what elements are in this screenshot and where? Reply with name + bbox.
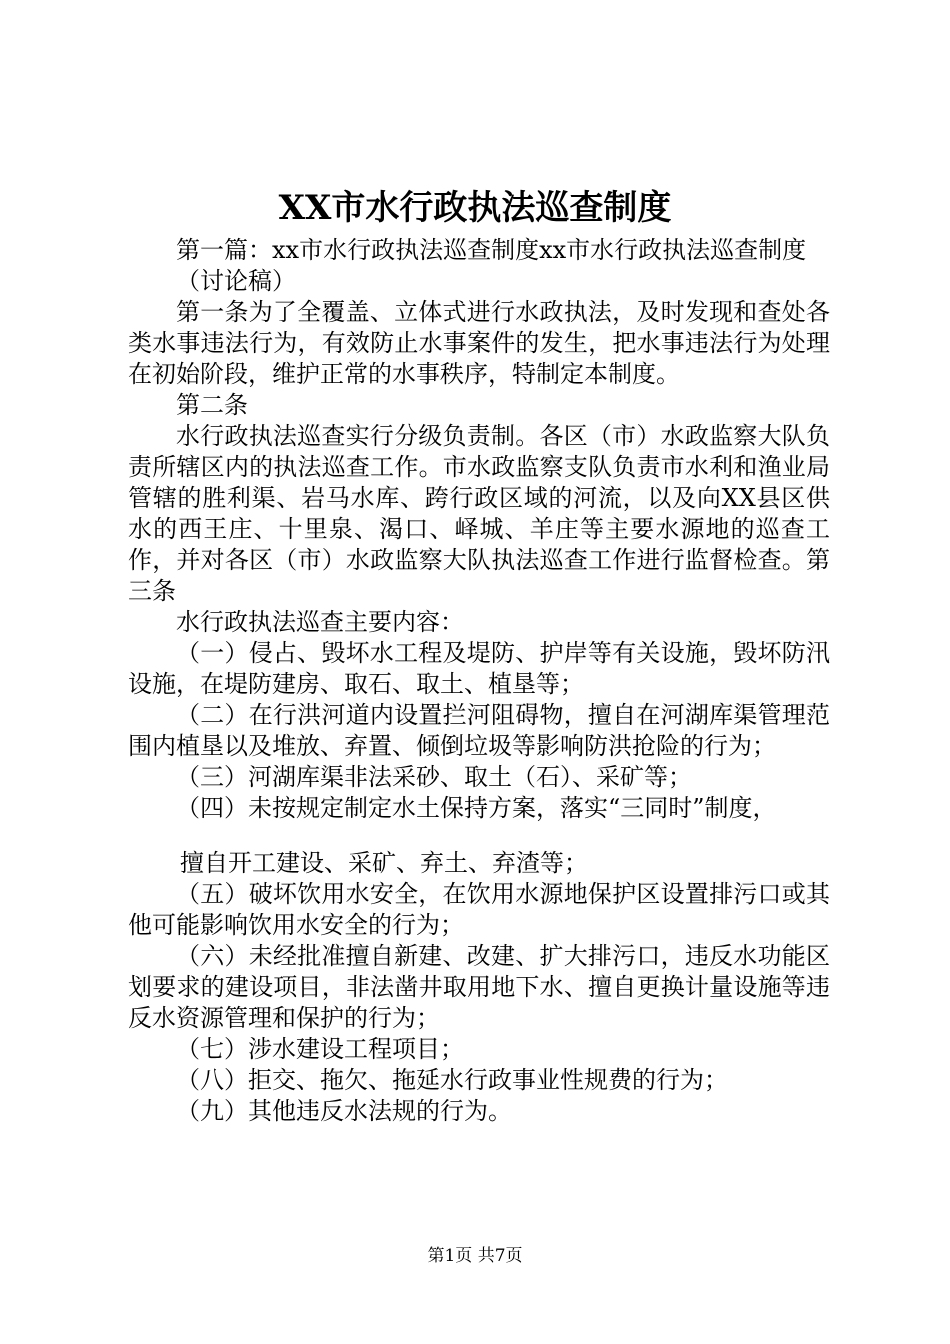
list-item-3: （三）河湖库渠非法采砂、取土（石）、采矿等； <box>176 763 692 791</box>
list-item-1: （一）侵占、毁坏水工程及堤防、护岸等有关设施，毁坏防汛设施，在堤防建房、取石、取土、植垦等； <box>128 639 830 698</box>
paragraph-chapter-heading: 第一篇：xx市水行政执法巡查制度xx市水行政执法巡查制度 <box>176 236 807 264</box>
list-item-4-continued: 擅自开工建设、采矿、弃土、弃渣等； <box>180 849 588 877</box>
paragraph-draft-note: （讨论稿） <box>176 267 296 295</box>
page-number-footer: 第1页 共7页 <box>427 1246 523 1266</box>
list-item-9: （九）其他违反水法规的行为。 <box>176 1097 512 1125</box>
list-item-2: （二）在行洪河道内设置拦河阻碍物，擅自在河湖库渠管理范围内植垦以及堆放、弃置、倾倒垃圾等影响防洪抢险的行为； <box>128 701 830 760</box>
paragraph-patrol-contents: 水行政执法巡查主要内容： <box>176 608 464 636</box>
list-item-6: （六）未经批准擅自新建、改建、扩大排污口，违反水功能区划要求的建设项目，非法凿井取用地下水、擅自更换计量设施等违反水资源管理和保护的行为； <box>128 942 830 1032</box>
list-item-5: （五）破坏饮用水安全，在饮用水源地保护区设置排污口或其他可能影响饮用水安全的行为； <box>128 880 830 939</box>
paragraph-article-two-heading: 第二条 <box>176 391 248 419</box>
document-title: XX市水行政执法巡查制度 <box>278 188 672 228</box>
paragraph-article-one: 第一条为了全覆盖、立体式进行水政执法，及时发现和查处各类水事违法行为，有效防止水事案件的发生，把水事违法行为处理在初始阶段，维护正常的水事秩序，特制定本制度。 <box>128 298 830 388</box>
list-item-4: （四）未按规定制定水土保持方案，落实“三同时”制度， <box>176 794 777 822</box>
list-item-7: （七）涉水建设工程项目； <box>176 1035 464 1063</box>
document-body <box>128 235 830 1127</box>
list-item-8: （八）拒交、拖欠、拖延水行政事业性规费的行为； <box>176 1066 728 1094</box>
paragraph-article-two: 水行政执法巡查实行分级负责制。各区（市）水政监察大队负责所辖区内的执法巡查工作。市水政监察支队负责市水利和渔业局管辖的胜利渠、岩马水库、跨行政区域的河流，以及向XX县区供水的西王庄、十里泉、渴口、峄城、羊庄等主要水源地的巡查工作，并对各区（市）水政监察大队执法巡查工作进行监督检查。第三条 <box>128 422 830 605</box>
